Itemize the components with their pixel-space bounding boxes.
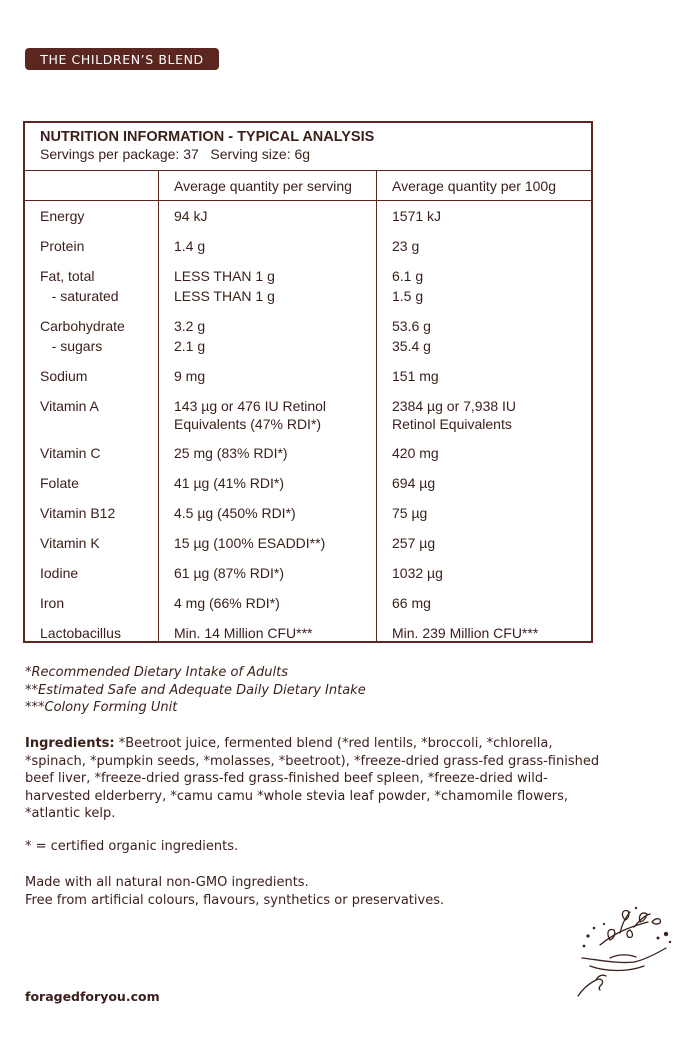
nutrition-table — [23, 121, 593, 643]
nutrient-name: Fat, total — [40, 268, 95, 284]
per100g-value: 1032 µg — [392, 565, 443, 581]
nutrient-name: Vitamin B12 — [40, 505, 116, 521]
free-from-claim: Free from artificial colours, flavours, synthetics or preservatives. — [25, 892, 445, 908]
nutrient-name: Vitamin K — [40, 535, 100, 551]
ingredients-text: *Beetroot juice, fermented blend (*red lentils, *broccoli, *chlorella, *spinach, *pumpkin seeds, *molasses, *beetroot), *freeze-dried grass-fed grass-finished beef liver, *freeze-dried grass-fed grass-finished beef spleen, *freeze-dried wild-harvested elderberry, *camu camu *whole stevia leaf powder, *chamomile flowers, *atlantic kelp. — [25, 736, 600, 821]
column-divider — [376, 171, 377, 641]
serving-value: 15 µg (100% ESADDI**) — [174, 535, 326, 551]
serving-value: 4 mg (66% RDI*) — [174, 595, 280, 611]
per100g-value: 2384 µg or 7,938 IU — [392, 398, 517, 414]
per100g-value: 420 mg — [392, 445, 439, 461]
footnote-rdi: *Recommended Dietary Intake of Adults — [25, 665, 289, 680]
per100g-value: Retinol Equivalents — [392, 416, 512, 432]
non-gmo-claim: Made with all natural non-GMO ingredients. — [25, 875, 309, 890]
per100g-value: 66 mg — [392, 595, 431, 611]
ingredients-paragraph — [25, 735, 605, 823]
nutrition-header — [25, 123, 591, 171]
nutrient-name: Iodine — [40, 565, 79, 581]
serving-value: 1.4 g — [174, 238, 206, 254]
footnote-cfu: ***Colony Forming Unit — [25, 700, 178, 715]
column-header-row — [25, 171, 591, 201]
column-header-100g: Average quantity per 100g — [392, 178, 556, 194]
per100g-value: Min. 239 Million CFU*** — [392, 625, 539, 641]
per100g-value: 23 g — [392, 238, 420, 254]
serving-value: 9 mg — [174, 368, 206, 384]
nutrition-title: NUTRITION INFORMATION - TYPICAL ANALYSIS — [40, 129, 375, 145]
nutrient-name: Vitamin C — [40, 445, 101, 461]
nutrient-name: Sodium — [40, 368, 88, 384]
per100g-value: 151 mg — [392, 368, 439, 384]
per100g-value: 53.6 g — [392, 318, 431, 334]
serving-value: 61 µg (87% RDI*) — [174, 565, 284, 581]
ingredients-label: Ingredients: — [25, 736, 115, 751]
nutrient-name: Vitamin A — [40, 398, 99, 414]
serving-value: 41 µg (41% RDI*) — [174, 475, 284, 491]
per100g-value: 6.1 g — [392, 268, 424, 284]
nutrient-name: Carbohydrate — [40, 318, 125, 334]
website-link[interactable]: foragedforyou.com — [25, 989, 160, 1004]
per100g-value: 1.5 g — [392, 288, 424, 304]
serving-value: 4.5 µg (450% RDI*) — [174, 505, 296, 521]
serving-value: LESS THAN 1 g — [174, 268, 275, 284]
footnotes — [25, 664, 665, 717]
per100g-value: 35.4 g — [392, 338, 431, 354]
serving-value: 25 mg (83% RDI*) — [174, 445, 288, 461]
blend-badge: THE CHILDREN’S BLEND — [25, 48, 219, 70]
product-claims — [25, 874, 665, 909]
serving-value: 143 µg or 476 IU Retinol — [174, 398, 327, 414]
nutrient-name: - saturated — [40, 288, 119, 304]
serving-value: 2.1 g — [174, 338, 206, 354]
nutrient-name: Iron — [40, 595, 65, 611]
nutrient-name: Protein — [40, 238, 85, 254]
per100g-value: 694 µg — [392, 475, 436, 491]
nutrient-name: Lactobacillus — [40, 625, 121, 641]
column-divider — [158, 171, 159, 641]
nutrient-name: Energy — [40, 208, 85, 224]
serving-value: LESS THAN 1 g — [174, 288, 275, 304]
hands-with-herbs-icon — [570, 900, 680, 1000]
per100g-value: 257 µg — [392, 535, 436, 551]
nutrient-name: - sugars — [40, 338, 103, 354]
serving-value: Equivalents (47% RDI*) — [174, 416, 322, 432]
serving-value: 94 kJ — [174, 208, 208, 224]
per100g-value: 1571 kJ — [392, 208, 442, 224]
serving-value: 3.2 g — [174, 318, 206, 334]
servings-info: Servings per package: 37 Serving size: 6g — [40, 146, 311, 162]
certified-note: * = certified organic ingredients. — [25, 839, 239, 854]
nutrient-name: Folate — [40, 475, 79, 491]
per100g-value: 75 µg — [392, 505, 428, 521]
serving-value: Min. 14 Million CFU*** — [174, 625, 313, 641]
column-header-serving: Average quantity per serving — [174, 178, 352, 194]
footnote-esaddi: **Estimated Safe and Adequate Daily Dietary Intake — [25, 682, 366, 698]
